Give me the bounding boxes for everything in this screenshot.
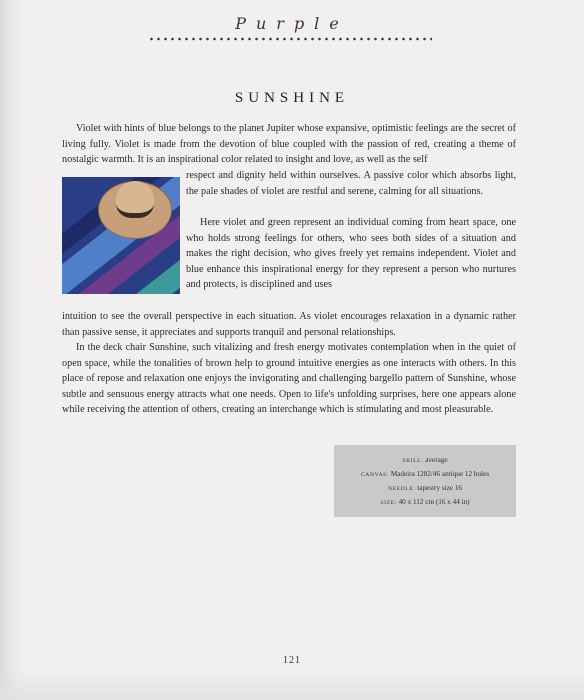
chapter-heading: Purple bbox=[235, 14, 349, 33]
paragraph-intro-continued: respect and dignity held within ourselves. A passive color which absorbs light, the pale shades of violet are restful and serene, calming for all situations. bbox=[186, 170, 516, 197]
dotted-rule bbox=[148, 36, 432, 42]
page-number: 121 bbox=[283, 655, 301, 666]
paragraph-intro: Violet with hints of blue belongs to the planet Jupiter whose expansive, optimistic feelings are the secret of living fully. Violet is made from the devotion of blue coupled with the passion of red, creating a theme of nostalgic warmth. It is an inspirational color related to insight and love, as well as the self bbox=[62, 123, 516, 166]
page-title: SUNSHINE bbox=[234, 90, 350, 106]
page-bottom-shadow bbox=[0, 670, 584, 700]
spec-needle: NEEDLE: tapestry size 16 bbox=[387, 484, 463, 492]
paragraph-heart-space-continued: intuition to see the overall perspective in each situation. As violet encourages relaxation in a dynamic rather than passive sense, it appreciates and supports tranquil and personal relationships. bbox=[62, 311, 516, 338]
paragraph-heart-space: Here violet and green represent an individual coming from heart space, one who holds strong feelings for others, who sees both sides of a situation and makes the right decision, who gives freely yet remains independent. Violet and blue enhance this inspirational energy for they represent a person who nurtures and protects, is disciplined and uses bbox=[186, 217, 516, 291]
deck-chair-photo bbox=[62, 177, 180, 294]
spec-canvas: CANVAS: Madeira 1282/46 antique 12 holes bbox=[360, 470, 490, 478]
pattern-specs-box bbox=[334, 445, 516, 517]
paragraph-deck-chair: In the deck chair Sunshine, such vitalizing and fresh energy motivates contemplation when in the quiet of open space, while the tonalities of brown help to ground intuitive energies as one interacts with others. In this place of repose and relaxation one enjoys the invigorating and challenging bargello pattern of Sunshine, whose subtle and sensuous energy attracts what one needs. Open to life's unfolding surprises, here one appears alone while receiving the attention of others, creating an interchange which is stimulating and most pleasurable. bbox=[62, 342, 516, 416]
spec-size: SIZE: 40 x 112 cm (16 x 44 in) bbox=[380, 498, 470, 506]
straw-hat-crown bbox=[116, 181, 154, 218]
spec-skill: SKILL: average bbox=[402, 456, 448, 464]
